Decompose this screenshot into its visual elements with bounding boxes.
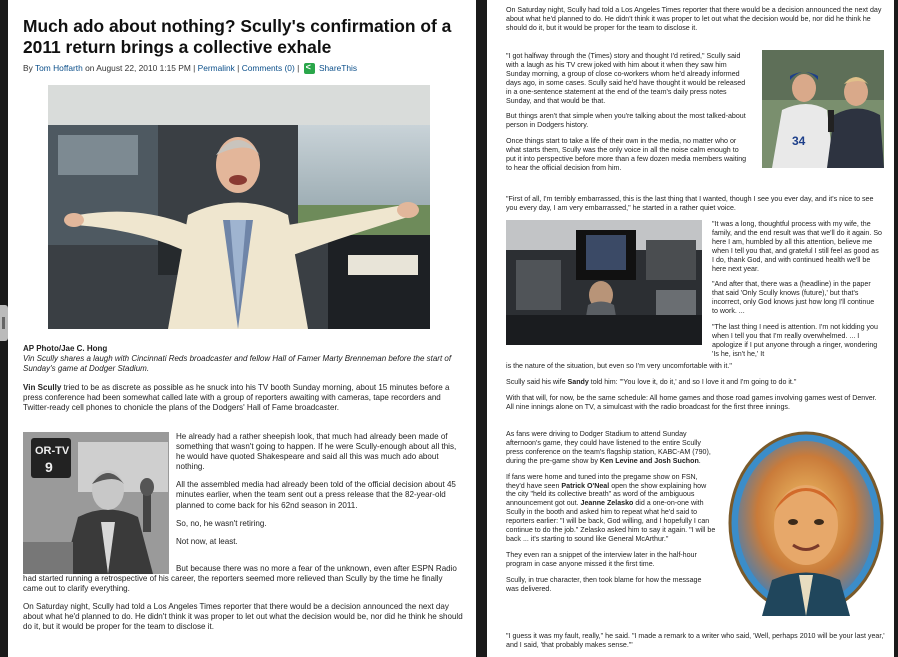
p12-name1: Patrick O'Neal (561, 481, 610, 490)
vintage-booth-photo (23, 432, 169, 574)
right-top-text (506, 6, 886, 40)
left-page (8, 0, 476, 657)
intro-paragraph (23, 383, 463, 421)
para-sheepish: He already had a rather sheepish look, that much had already been made of something that wasn't going to happen. If he were Scully-enough about all this, he would have quoted Shakespeare and said all this was much ado about nothing. (176, 432, 457, 472)
jersey-number: 34 (792, 134, 806, 148)
photo-caption (23, 344, 463, 374)
para-r4: Once things start to take a life of their own in the media, no matter who or what starts them, Scully was the only voice in all the noise calm enough to put it into perspective before more than a few dozen media members waiting to hear the official decision from him. (506, 137, 747, 172)
para-r7: "And after that, there was a (headline) in the paper that said 'Only Scully knows (future),' but that's incorrect, only God knows just how long I'll continue to work. ... (712, 280, 875, 316)
p12-name2: Jeanne Zelasko (580, 499, 634, 508)
main-photo (48, 85, 430, 329)
right-wrap3 (506, 430, 716, 601)
para-r2: "I got halfway through the (Times) story and thought I'd retired," Scully said with a laugh as his TV crew joked with him about it when they saw him Sunday morning, a group of close co-workers whom he'd already informed days ago, in some cases. Scully said he'd have thought it would be released in a one-sentence statement at the end of the team's daily press notes Sunday, and that would be that. (506, 52, 746, 105)
right-bottom (506, 632, 886, 657)
booth-photo (506, 220, 702, 345)
byline: By Tom Hoffarth on August 22, 2010 1:15 PM | Permalink | Comments (0) | < ShareThis (23, 63, 463, 74)
caption-text: Vin Scully shares a laugh with Cincinnati Reds broadcaster and fellow Hall of Famer Marty Brenneman before the start of Sunday's game at Dodger Stadium. (23, 354, 452, 373)
para-r14: Scully, in true character, then took blame for how the message was delivered. (506, 575, 702, 593)
para-fear: But because there was no more a fear of the unknown, even after ESPN Radio had started running a retrospective of his career, the reporters seemed more relieved than Scully by the time he finally came out to clarify everything. (23, 564, 457, 594)
booth-sign-number: 9 (45, 459, 53, 475)
p9-post: told him: "'You love it, do it,' and so I love it and I'm going to do it." (588, 377, 797, 386)
permalink-link[interactable]: Permalink (197, 63, 235, 73)
p11-pre: As fans were driving to Dodger Stadium to attend Sunday afternoon's game, they could have listened to the entire Scully press conference on the team's flagship station, KABC-AM (790), during the pre-game show by (506, 430, 711, 465)
p9-pre: Scully said his wife (506, 377, 568, 386)
intro-name: Vin Scully (23, 383, 62, 392)
right-wrap2 (712, 220, 882, 366)
right-wrap1 (506, 52, 749, 180)
para-r8b: is the nature of the situation, but even so I'm very uncomfortable with it." (506, 362, 732, 370)
p11-post: . (698, 456, 701, 465)
sharethis-link[interactable]: ShareThis (318, 63, 358, 73)
p11-names: Ken Levine and Josh Suchon (599, 456, 699, 465)
para-r15: "I guess it was my fault, really," he said. "I made a remark to a writer who said, 'Well, perhaps 2010 will be your last year,' and I said, 'that probably makes sense.'" (506, 632, 885, 649)
para-assembled: All the assembled media had already been told of the official decision about 45 minutes earlier, when the team sent out a press release that the 82-year-old planned to come back for his 62nd season in 2011. (176, 480, 456, 510)
right-page (487, 0, 894, 657)
intro-text: tried to be as discrete as possible as he snuck into his TV booth Sunday morning, about 15 minutes before a press conference had been somewhat called late with a group of reporters awaiting with cameras, tape recorders and Twitter-ready cell phones to chonicle the plans of the Dodgers' Hall of Fame broadcaster. (23, 383, 450, 413)
share-icon[interactable] (304, 63, 315, 74)
para-r5: "First of all, I'm terribly embarrassed, this is the last thing that I wanted, though I see you ever day, and it's nice to see you every day, I am very embarrassed," he started in a rather quiet voice. (506, 195, 874, 212)
interview-photo (762, 50, 884, 168)
author-link[interactable]: Tom Hoffarth (34, 63, 83, 73)
right-full2 (506, 362, 886, 419)
para-r12 (506, 473, 716, 544)
page-side-tab[interactable] (0, 305, 8, 341)
p9-name: Sandy (567, 377, 589, 386)
para-fear-wrap (23, 564, 463, 641)
comments-link[interactable]: Comments (0) (241, 63, 295, 73)
para-retiring: So, no, he wasn't retiring. (176, 518, 267, 528)
para-r3: But things aren't that simple when you're talking about the most talked-about person in Dodgers history. (506, 112, 746, 130)
para-r10: With that will, for now, be the same schedule: All home games and those road games involving games west of Denver. All nine innings alone on TV, a simulcast with the radio broadcast for the first three innings. (506, 393, 877, 411)
para-saturday: On Saturday night, Scully had told a Los Angeles Times reporter that there would be a decision announced the next day about what he'd planned to do. He didn't think it was proper to let out what the decision would be, nor did he think he should do it, but it would be proper for the team to disclose it. (23, 602, 463, 632)
wrap-text (176, 432, 463, 555)
para-r11 (506, 430, 716, 466)
para-r1: On Saturday night, Scully had told a Los Angeles Times reporter that there would be a decision announced the next day about what he'd planned to do. He didn't think it was proper to let out what the decision would be, nor did he think he should do it, but it would be proper for the team to disclose it. (506, 6, 882, 32)
caption-credit: AP Photo/Jae C. Hong (23, 344, 108, 353)
para-r13: They even ran a snippet of the interview later in the half-hour program in case anyone missed it the first time. (506, 550, 697, 568)
para-r6: "It was a long, thoughtful process with my wife, the family, and the end result was that we'll do it again. So here I am, humbled by all this attention, believe me when I tell you that, and grateful I still feel as good as I do, thank God, and with continued health we'll be here next year. (712, 220, 882, 273)
booth-sign-text: OR-TV (35, 445, 70, 457)
byline-date: on August 22, 2010 1:15 PM | (85, 63, 196, 73)
p12-post: did a one-on-one with Scully in the booth and asked him to repeat what he'd said to reporters earlier: "I will be back, God willing, and I hopefully I can continue to do the job." Zelasko asked him to say it again. "I will be back ... it's starting to sound like General McArthur." (506, 499, 716, 543)
article-headline: Much ado about nothing? Scully's confirmation of a 2011 return brings a collective exhale (23, 16, 452, 57)
right-full1 (506, 195, 886, 220)
para-least: Not now, at least. (176, 536, 238, 546)
para-r8a: "The last thing I need is attention. I'm not kidding you when I tell you that I'm really overwhelmed. ... I apologize if I put anyone through a ringer, wondering 'Is he, isn't he,' It (712, 323, 878, 358)
p12-pre: If fans were home and tuned into the pregame show on FSN, they'd have seen (506, 472, 698, 490)
portrait-illustration (727, 430, 885, 616)
para-r9 (506, 378, 886, 387)
p12-mid: open the show explaining how the city "held its collective breath" as word of the ambiguous announcement got out. (506, 481, 707, 508)
byline-by: By (23, 63, 33, 73)
